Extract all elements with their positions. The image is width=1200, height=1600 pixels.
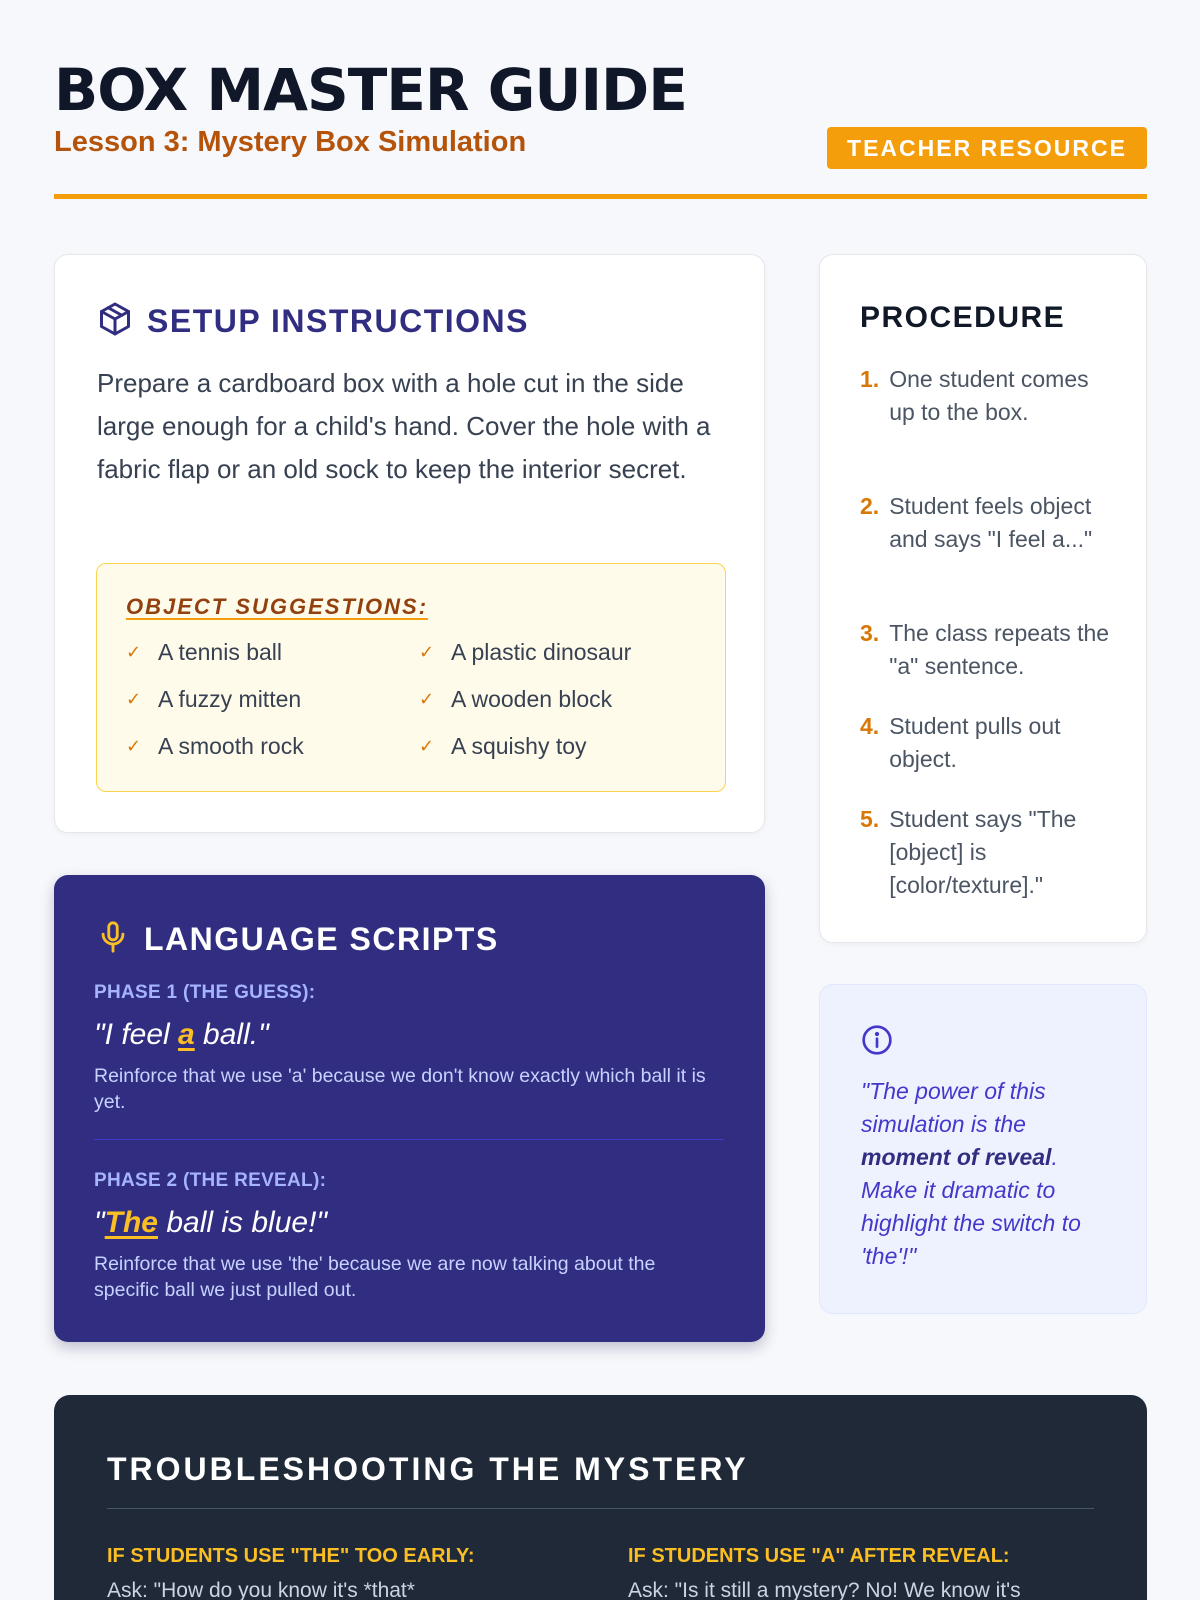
- scripts-heading: [96, 919, 499, 960]
- language-scripts-card: [54, 875, 765, 1342]
- phase-2-label: PHASE 2 (THE REVEAL):: [94, 1170, 327, 1191]
- article-highlight: The: [104, 1206, 158, 1239]
- phase-2-note: Reinforce that we use 'the' because we are now talking about the specific ball we just pulled out.: [94, 1253, 656, 1301]
- suggestion-item: [126, 686, 301, 713]
- suggestion-label: A smooth rock: [158, 733, 304, 759]
- phase-divider: [94, 1139, 724, 1140]
- suggestion-label: A fuzzy mitten: [158, 686, 302, 712]
- article-highlight: a: [178, 1018, 195, 1051]
- teacher-tip-card: [819, 984, 1147, 1314]
- procedure-heading: PROCEDURE: [860, 301, 1066, 334]
- suggestion-item: [126, 733, 304, 760]
- step-text: Student feels object and says "I feel a...": [889, 493, 1093, 552]
- object-suggestions-title: OBJECT SUGGESTIONS:: [126, 594, 429, 619]
- tip-emphasis: moment of reveal: [861, 1144, 1052, 1170]
- step-text: Student pulls out object.: [889, 713, 1061, 772]
- setup-heading: [97, 301, 529, 342]
- tip-text: "The power of this simulation is the moment of reveal. Make it dramatic to highlight the switch to 'the'!": [861, 1078, 1081, 1269]
- object-suggestions-box: [96, 563, 726, 792]
- step-text: One student comes up to the box.: [889, 366, 1089, 425]
- scripts-heading-label: LANGUAGE SCRIPTS: [144, 921, 499, 957]
- checkmark-icon: ✓: [126, 689, 142, 709]
- checkmark-icon: ✓: [419, 642, 435, 662]
- step-number: 2.: [860, 493, 880, 519]
- checkmark-icon: ✓: [419, 689, 435, 709]
- suggestion-label: A plastic dinosaur: [451, 639, 632, 665]
- step-text: The class repeats the "a" sentence.: [889, 620, 1110, 679]
- suggestion-item: [419, 733, 587, 760]
- teacher-resource-badge: TEACHER RESOURCE: [827, 127, 1147, 169]
- setup-instructions-card: [54, 254, 765, 833]
- checkmark-icon: ✓: [419, 736, 435, 756]
- info-icon: [861, 1024, 893, 1061]
- procedure-step: [860, 803, 1110, 902]
- procedure-card: [819, 254, 1147, 943]
- suggestion-item: [419, 639, 631, 666]
- suggestion-label: A tennis ball: [158, 639, 283, 665]
- troubleshooting-heading: TROUBLESHOOTING THE MYSTERY: [107, 1451, 749, 1487]
- phase-2-quote: "The ball is blue!": [94, 1206, 328, 1239]
- suggestion-label: A squishy toy: [451, 733, 587, 759]
- suggestion-label: A wooden block: [451, 686, 613, 712]
- suggestion-item: [419, 686, 612, 713]
- troubleshoot-right-heading: IF STUDENTS USE "A" AFTER REVEAL:: [628, 1545, 1010, 1567]
- troubleshoot-left-text: Ask: "How do you know it's *that*: [107, 1579, 415, 1600]
- setup-heading-label: SETUP INSTRUCTIONS: [147, 303, 529, 339]
- step-number: 5.: [860, 806, 880, 832]
- step-number: 3.: [860, 620, 880, 646]
- checkmark-icon: ✓: [126, 642, 142, 662]
- checkmark-icon: ✓: [126, 736, 142, 756]
- troubleshooting-section: [54, 1395, 1147, 1600]
- cube-icon: [97, 301, 133, 342]
- step-text: Student says "The [object] is [color/texture].": [889, 806, 1077, 898]
- troubleshooting-divider: [107, 1508, 1094, 1509]
- step-number: 4.: [860, 713, 880, 739]
- procedure-step: [860, 710, 1110, 776]
- page-title: BOX MASTER GUIDE: [54, 56, 687, 124]
- phase-1-label: PHASE 1 (THE GUESS):: [94, 982, 316, 1003]
- step-number: 1.: [860, 366, 880, 392]
- phase-1-quote: "I feel a ball.": [94, 1018, 269, 1051]
- troubleshoot-right-text: Ask: "Is it still a mystery? No! We know it's: [628, 1579, 1021, 1600]
- page-subtitle: Lesson 3: Mystery Box Simulation: [54, 126, 527, 158]
- header-divider: [54, 194, 1147, 199]
- microphone-icon: [96, 919, 130, 960]
- page: [54, 0, 1147, 1600]
- procedure-step: [860, 617, 1110, 683]
- procedure-step: [860, 490, 1110, 556]
- phase-1-note: Reinforce that we use 'a' because we don't know exactly which ball it is yet.: [94, 1065, 706, 1113]
- procedure-step: [860, 363, 1110, 429]
- setup-description: Prepare a cardboard box with a hole cut in the side large enough for a child's hand. Cover the hole with a fabric flap or an old sock to keep the interior secret.: [97, 368, 711, 484]
- suggestion-item: [126, 639, 282, 666]
- troubleshoot-left-heading: IF STUDENTS USE "THE" TOO EARLY:: [107, 1545, 475, 1567]
